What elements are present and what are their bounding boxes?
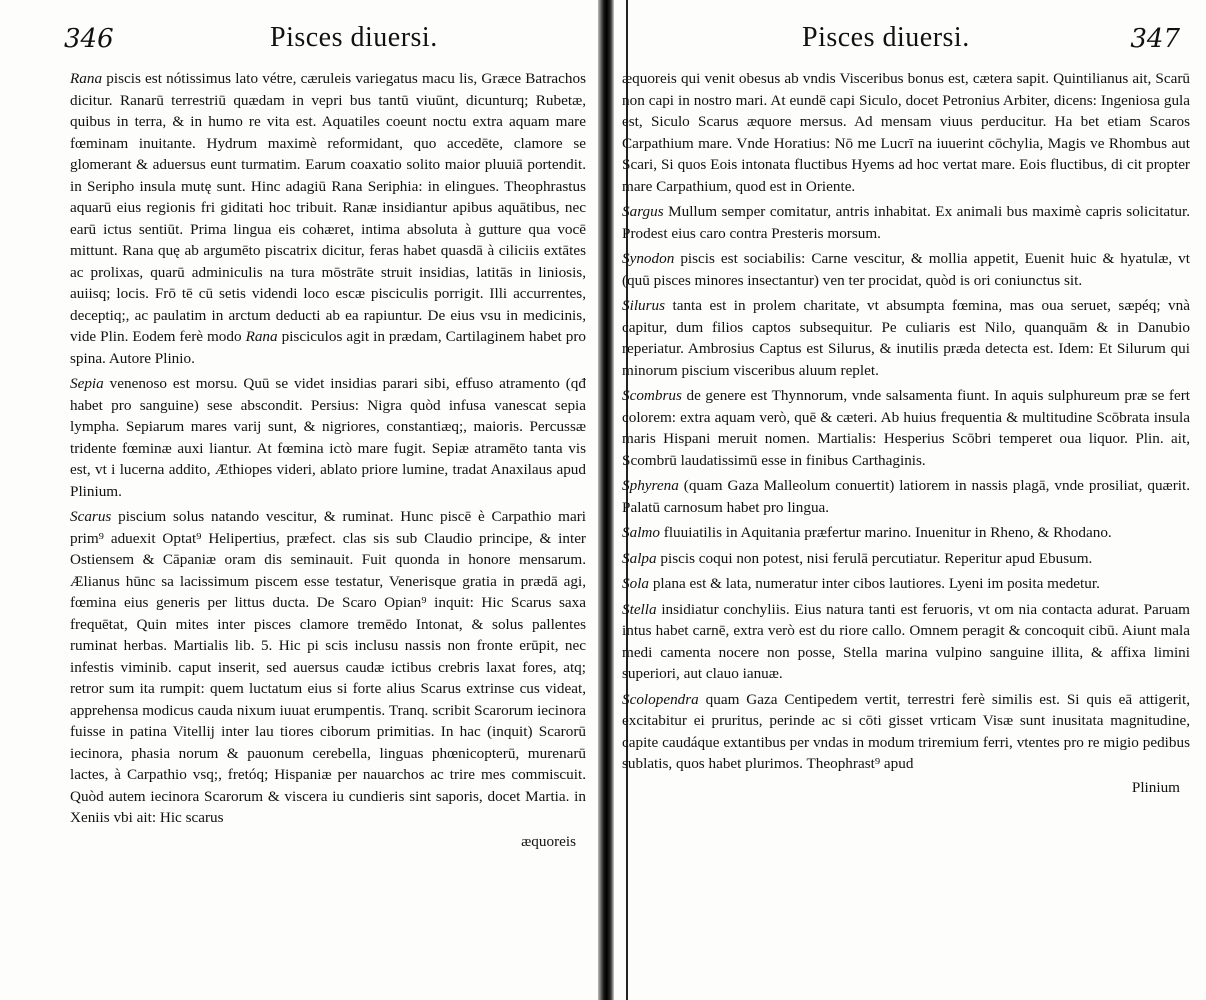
paragraph-salmo — [622, 522, 1190, 544]
entry-text: tanta est in prolem charitate, vt absumpta fœmina, mas oua seruet, sæpéq; vnà capitur, dum filios captos subsequitur. Pe culiaris est Nilo, quanquām & in Danubio reperiatur. Ambrosius Captus est Silurus, & inutilis præda detecta est. Idem: Et Silurum qui minorum piscium visceribus aluum replet. — [622, 297, 1190, 379]
left-page — [0, 0, 600, 1000]
paragraph-continuation — [622, 68, 1190, 197]
entry-text: fluuiatilis in Aquitania præfertur marino. Inuenitur in Rheno, & Rhodano. — [659, 524, 1112, 541]
entry-lead: Silurus — [622, 297, 666, 314]
right-page — [612, 0, 1206, 1000]
page-number: 346 — [64, 24, 114, 54]
entry-lead: Synodon — [622, 250, 675, 267]
running-head: Pisces diuersi. — [270, 22, 438, 53]
paragraph-sola — [622, 573, 1190, 595]
entry-text: plana est & lata, numeratur inter cibos lautiores. Lyeni im posita medetur. — [649, 575, 1100, 592]
paragraph-sphyrena — [622, 475, 1190, 518]
paragraph-sepia — [70, 373, 586, 502]
paragraph-silurus — [622, 295, 1190, 381]
entry-text: venenoso est morsu. Quū se videt insidias parari sibi, effuso atramento (qđ habet pro sanguine) sese abscondit. Persius: Nigra quòd infusa vanescat sepia lympha. Sepiarum mares varij sunt, & nigriores, constantiæq;, maioris. Percussæ tridente fœminæ auxi liantur. At fœmina ictò mare fugit. Sepiæ atramēto tanta vis est, vt i lucerna addito, Æthiopes videri, ablato priore lumine, tradat Anaxilaus apud Plinium. — [70, 375, 586, 500]
paragraph-scolopendra — [622, 689, 1190, 775]
entry-lead: Scombrus — [622, 387, 682, 404]
entry-lead: Rana — [70, 70, 103, 87]
paragraph-sargus — [622, 201, 1190, 244]
left-page-body — [70, 68, 586, 851]
entry-text: de genere est Thynnorum, vnde salsamenta fiunt. In aquis sulphureum præ se fert colorem: extra aquam verò, quē & cæteri. Ab huius frequentia & multitudine Scōbrata insula maris Hispani meruit nomen. Martialis: Hesperius Scōbri temperet oua liquor. Plin. ait, Scombrū laudatissimū esse in finibus Carthaginis. — [622, 387, 1190, 469]
entry-lead: Salpa — [622, 549, 657, 567]
catchword: æquoreis — [521, 832, 576, 850]
entry-text: (quam Gaza Malleolum conuertit) latiorem in nassis plagā, vnde prosiliat, quærit. Palatū carnosum habet pro lingua. — [622, 477, 1190, 516]
entry-text: insidiatur conchyliis. Eius natura tanti est feruoris, vt om nia contacta adurat. Paruam intus habet carnē, extra verò est du riore callo. Omnem peragit & concoquit cibū. Aiunt mala medi camenta nocere non posse, Stella marina vulpino sanguine illita, & affixa limini superiori, aut clauo ianuæ. — [622, 600, 1190, 682]
entry-text: quam Gaza Centipedem vertit, terrestri ferè similis est. Si quis eā attigerit, excitabitur ei pruritus, perinde ac si cōti gisset vrticam Visæ sunt inusitata magnitudine, capite caudáque extantibus per vndas in modum triremium ferri, vtentes pro re migio pedibus sublatis, quos habet plurimos. Theophrast⁹ apud — [622, 690, 1190, 772]
paragraph-scarus — [70, 506, 586, 829]
paragraph-scombrus — [622, 385, 1190, 471]
left-page-header — [64, 18, 586, 58]
entry-text: piscis est sociabilis: Carne vescitur, & mollia appetit, Euenit huic & hyatulæ, vt (quū pisces minores insectantur) ven ter procidat, quòd is ori coniunctus sit. — [622, 250, 1190, 289]
paragraph-synodon — [622, 248, 1190, 291]
entry-lead: Scarus — [70, 508, 112, 525]
running-head: Pisces diuersi. — [802, 22, 970, 53]
paragraph-rana — [70, 68, 586, 369]
entry-lead: Rana — [245, 328, 278, 345]
entry-lead: Stella — [622, 600, 657, 618]
right-page-header — [622, 18, 1190, 58]
right-page-body — [622, 68, 1190, 797]
paragraph-stella — [622, 599, 1190, 685]
catchword: Plinium — [1131, 778, 1180, 796]
entry-lead: Scolopendra — [622, 690, 699, 708]
entry-lead: Sphyrena — [622, 477, 679, 494]
paragraph-salpa — [622, 548, 1190, 570]
entry-lead: Sepia — [70, 375, 104, 392]
entry-text: piscis coqui non potest, nisi ferulā percutiatur. Reperitur apud Ebusum. — [656, 549, 1093, 567]
entry-lead: Sargus — [622, 203, 664, 220]
entry-text: piscis est nótissimus lato vétre, cæruleis variegatus macu lis, Græce Batrachos dicitur. Ranarū terrestriū quædam in vepri bus tantū viuūnt, dicunturq; Rubetæ, quibus in terra, & in humo re vita est. Aquatiles coeunt noctu extra aquam mare fœminam inuitante. Hydrum maximè reformidant, quo accedēte, clamore se glomerant & aduersus eunt turmatim. Earum coaxatio solito maior pluuiā portendit. in Seripho insula mutę sunt. Hinc adagiū Rana Seriphia: in elingues. Theophrastus aquarū eius regionis fri giditati hoc tribuit. Ranæ insidiantur apibus aquātibus, nec earū ictus sentiūt. Prima lingua eis cohæret, intima absoluta à gutture qua vocē mittunt. Rana quę ab argumēto piscatrix dicitur, feras habet quasdā à ciliciis extātes ac prolixas, quarū adminiculis na tura mōstrāte struit insidias, latitās in liniosis, auiisq; locis. Frō tē cū setis videndi loco escæ pisciculis porrigit. Illi accurrentes, deceptiq;, ac paulatim in arctum deducti ab ea rapiuntur. De eius vsu in medicinis, vide Plin. Eodem ferè modo — [70, 70, 586, 345]
entry-text: æquoreis qui venit obesus ab vndis Visceribus bonus est, cætera sapit. Quintilianus ait, Scarū non capi in nostro mari. At eundē capi Siculo, docet Petronius Arbiter, dicens: Ingeniosa gula est, Siculo Scarus æquore mersus. Ad mensam viuus perducitur. Ha bet etiam Scaros Carpathium mare. Vnde Horatius: Nō me Lucrī na iuuerint cōchylia, Magis ve Rhombus aut Scari, Si quos Eois intonata fluctibus Hyems ad hoc vertat mare. Eois fluctibus, di cit propter mare Carpathium, quod est in Oriente. — [622, 70, 1190, 195]
entry-lead: Salmo — [622, 524, 660, 541]
entry-lead: Sola — [622, 575, 650, 592]
entry-text: Mullum semper comitatur, antris inhabitat. Ex animali bus maximè capris solicitatur. Prodest eius caro contra Presteris morsum. — [622, 203, 1190, 242]
entry-text: piscium solus natando vescitur, & ruminat. Hunc piscē è Carpathio mari prim⁹ aduexit Optat⁹ Helipertius, præfect. clas sis sub Claudio principe, & inter Ostiensem & Cāpaniæ oram dis seminauit. Fuit quonda in honore mensarum. Ælianus hūnc sa lacissimum piscem esse testatur, Venerisque gratia in prædā agi, fœmina eius generis per littus ducta. De Scaro Opian⁹ inquit: Hic Scarus saxa frequētat, Quin mites inter pisces clamore tremēdo Intonat, & solus pallentes ruminat herbas. Martialis lib. 5. Hic pi scis inclusu nassis non fronte erūpit, nec infestis viminib. caput inserit, sed auersus caudæ ictibus crebris laxat fores, atq; retror sum ita rumpit: quem luctatum eius si forte alius Scarus extrinse cus videat, apprehensa modicus cauda nixum iuuat erumpentis. Tranq. scribit Scarorum iecinora fuisse in patina Vitellij inter lau tiores ciborum primitias. In hac (inquit) Scarorū iecinora, phasia norum & pauonum cerebella, linguas phœnicopterū, murenarū lactes, à Carpathio vsq;, fretóq; Hispaniæ per nauarchos ac trire mes commiscuit. Quòd autem iecinora Scarorum & viscera iu cundieris sint saporis, docet Martia. in Xeniis vbi ait: Hic scarus — [70, 508, 586, 826]
page-number: 347 — [1130, 24, 1180, 54]
entry-text: pisciculos agit in prædam, Cartilaginem habet pro spina. Autore Plinio. — [70, 328, 586, 367]
